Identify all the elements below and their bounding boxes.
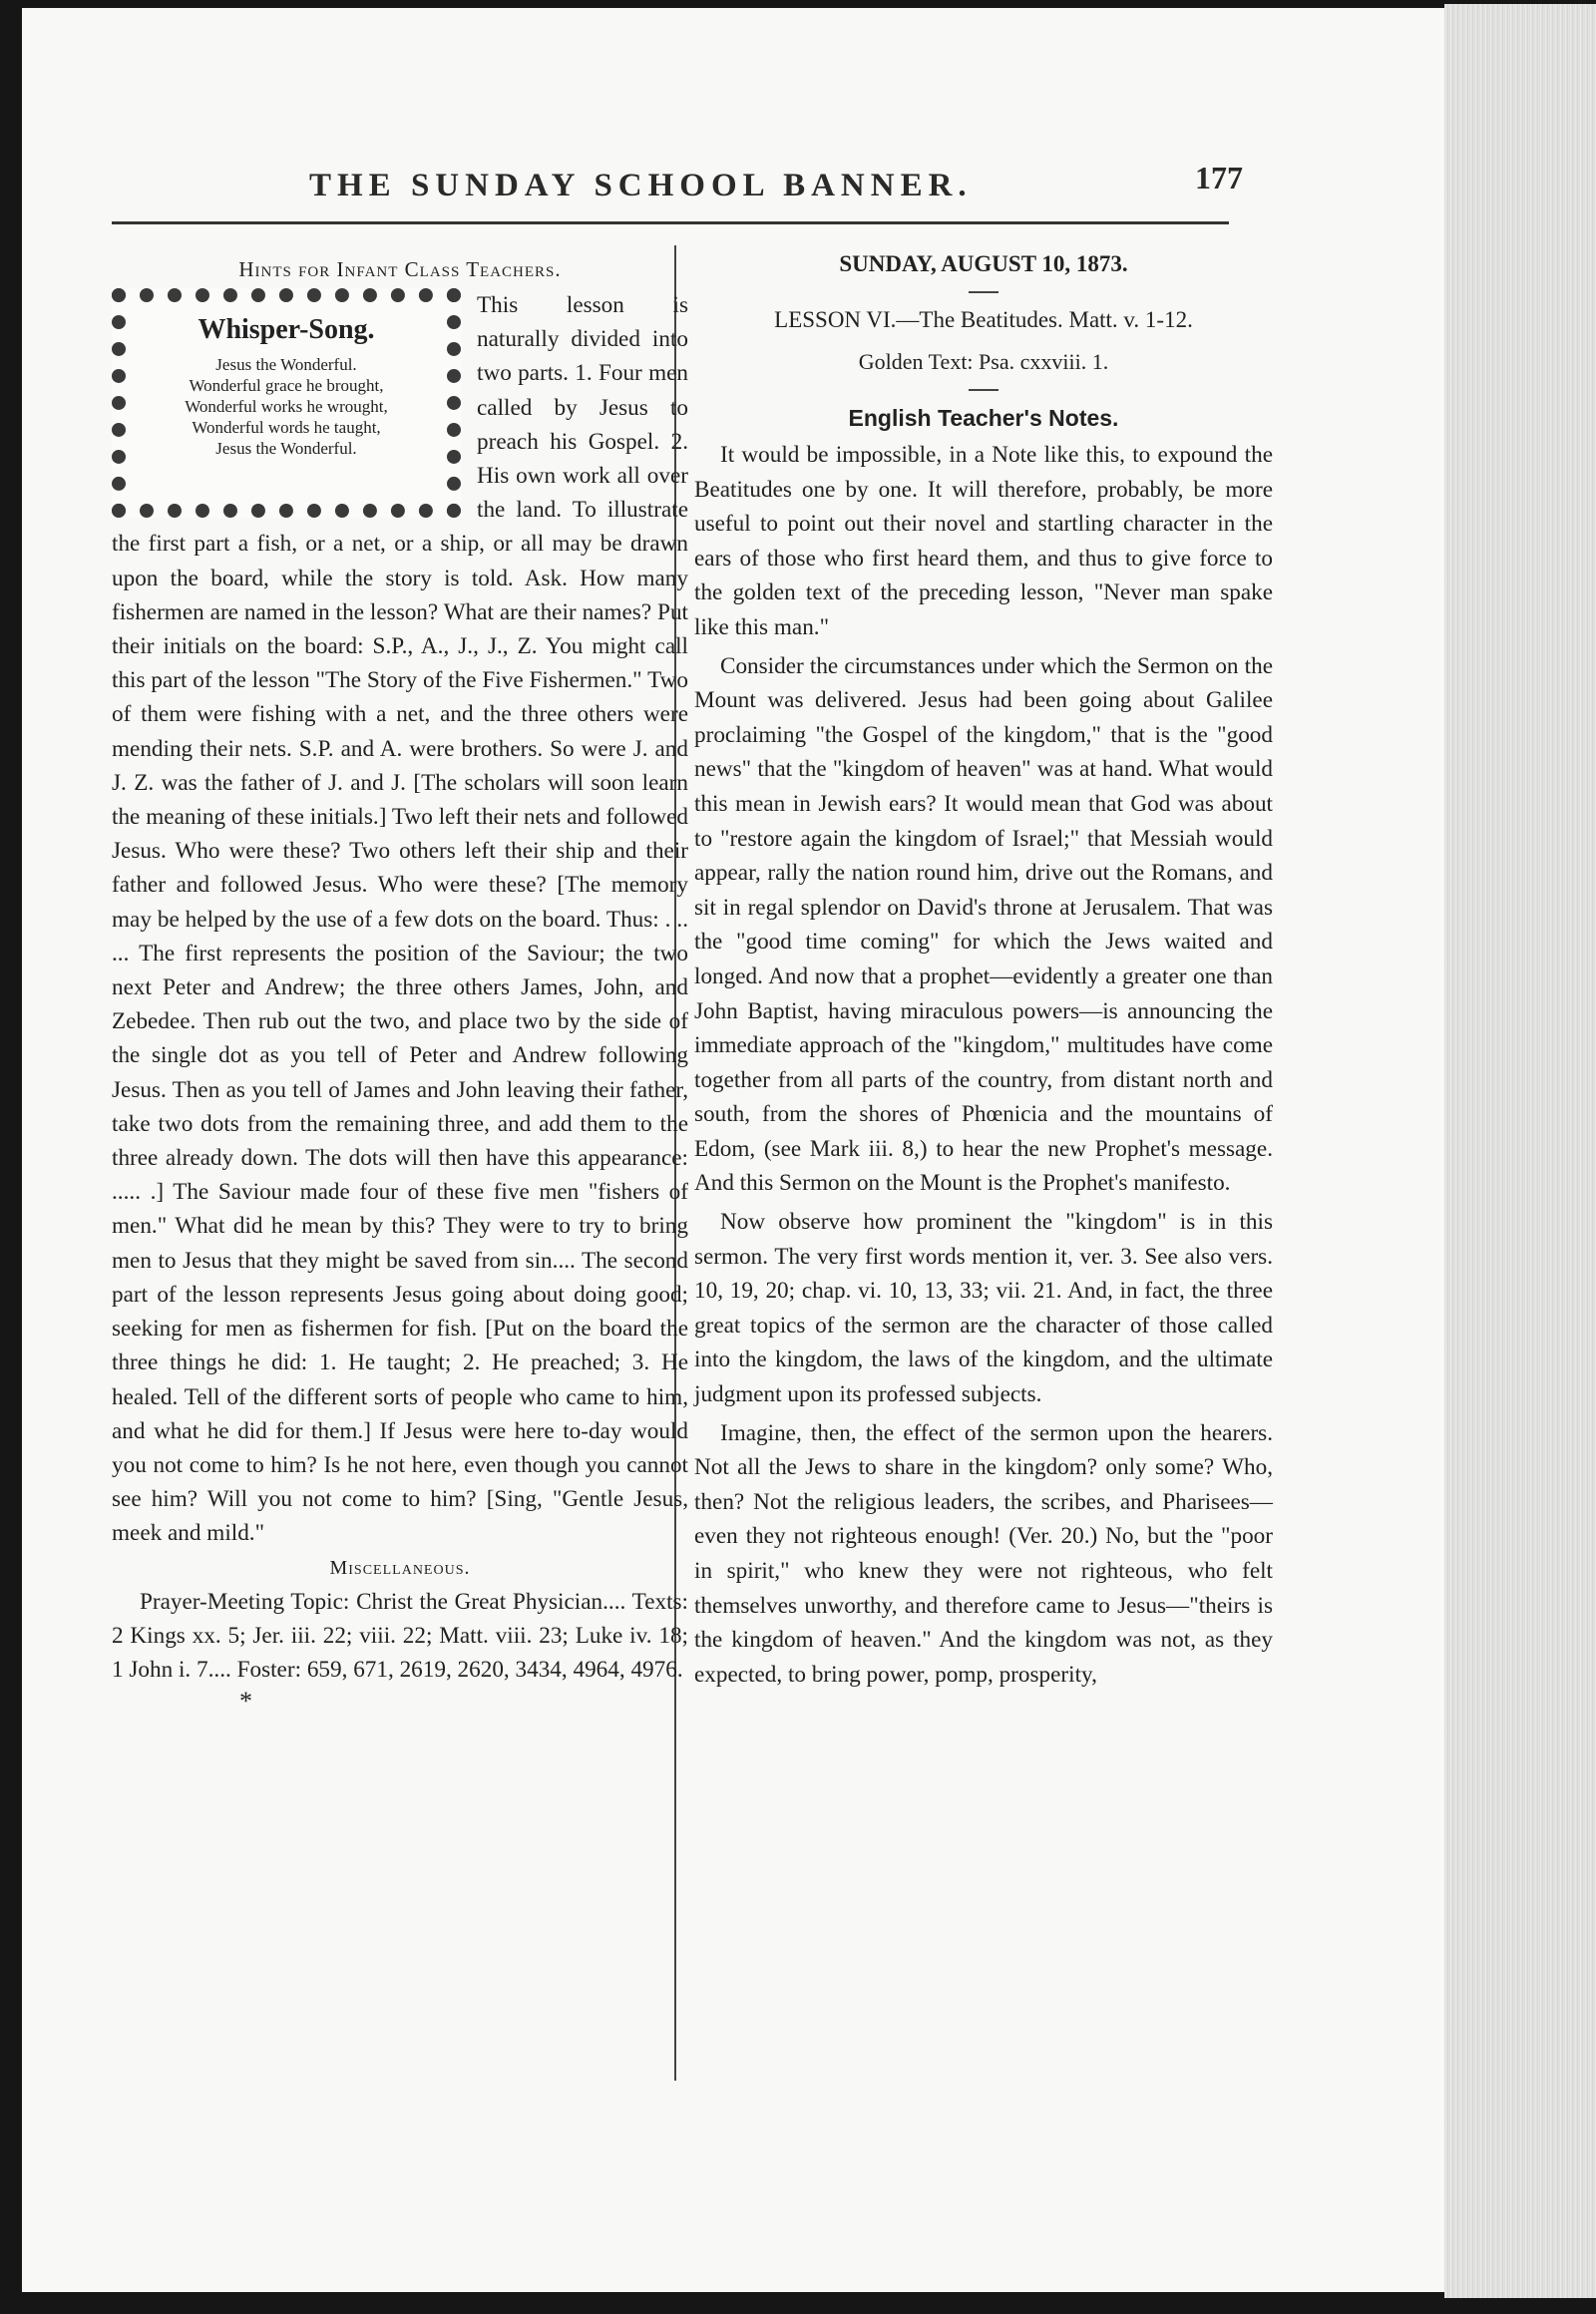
header-rule [112,221,1229,224]
page-edge-stack [1444,4,1596,2298]
miscellaneous-text: Prayer-Meeting Topic: Christ the Great Physician.... Texts: 2 Kings xx. 5; Jer. iii. 22; viii. 22; Matt. viii. 23; Luke iv. 18; 1 John i. 7.... Foster: 659, 671, 2619, 2620, 3434, 4964, 4976. [112,1588,688,1683]
whisper-song-title: Whisper-Song. [198,314,375,345]
whisper-song-line: Wonderful words he taught, [192,418,381,437]
infant-class-heading: Hints for Infant Class Teachers. [238,257,562,281]
notes-paragraph: Imagine, then, the effect of the sermon upon the hearers. Not all the Jews to share in the kingdom? only some? Who, then? Not the religious leaders, the scribes, and Pharisees—even they not righteous enough! (Ver. 20.) No, but the "poor in spirit," who knew they were not righteous, who felt themselves unworthy, and therefore came to Jesus—"theirs is the kingdom of heaven." And the kingdom was not, as they expected, to bring power, pomp, prosperity, [694,1419,1273,1688]
golden-text: Golden Text: Psa. cxxviii. 1. [858,349,1109,374]
running-header-title: THE SUNDAY SCHOOL BANNER. [309,168,973,203]
infant-class-body: This lesson is naturally divided into two parts. 1. Four men called by Jesus to preach his Gospel. 2. His own work all over the land. To illustrate the first part a fish, or a net, or a ship, or all may be drawn upon the board, while the story is told. Ask. How many fishermen are named in the lesson? What are their names? Put their initials on the board: S.P., A., J., J., Z. You might call this part of the lesson "The Story of the Five Fishermen." Two of them were fishing with a net, and the three others were mending their nets. S.P. and A. were brothers. So were J. and J. Z. was the father of J. and J. [The scholars will soon learn the meaning of these initials.] Two left their nets and followed Jesus. Who were these? Two others left their ship and their father and followed Jesus. Who were these? [The memory may be helped by the use of a few dots on the board. Thus: . .. ... The first represents the position of the Saviour; the two next Peter and Andrew; the three others James, John, and Zebedee. Then rub out the two, and place two by the side of the single dot as you tell of Peter and Andrew following Jesus. Then as you tell of James and John leaving their father, take two dots from the remaining three, and add them to the three already down. The dots will then have this appearance: ..... .] The Saviour made four of these five men "fishers of men." What did he mean by this? They were to try to bring men to Jesus that they might be saved from sin.... The second part of the lesson represents Jesus going about doing good; seeking for men as fishermen for fish. [Put on the board the three things he did: 1. He taught; 2. He preached; 3. He healed. Tell of the different sorts of people who came to him, and what he did for them.] If Jesus were here to-day would you not come to him? Is he not here, even though you cannot see him? Will you not come to him? [Sing, "Gentle Jesus, meek and mild." [112,292,688,1547]
page-number: 177 [1195,160,1243,195]
asterisk-mark: * [239,1686,252,1716]
notes-paragraph: Consider the circumstances under which the Sermon on the Mount was delivered. Jesus had been going about Galilee proclaiming "the Gospel of the kingdom," that is the "good news" that the "kingdom of heaven" was at hand. What would this mean in Jewish ears? It would mean that God was about to "restore again the kingdom of Israel;" that Messiah would appear, rally the nation round him, drive out the Romans, and sit in regal splendor on David's throne at Jerusalem. That was the "good time coming" for which the Jews waited and longed. And now that a prophet—evidently a greater one than John Baptist, having miraculous powers—is announcing the immediate approach of the "kingdom," multitudes have come together from all parts of the country, from distant north and south, from the shores of Phœnicia and the mountains of Edom, (see Mark iii. 8,) to hear the new Prophet's message. And this Sermon on the Mount is the Prophet's manifesto. [694,652,1273,1197]
lesson-title: LESSON VI.—The Beatitudes. Matt. v. 1-12. [774,307,1193,332]
short-rule [969,291,998,293]
whisper-song-line: Jesus the Wonderful. [215,439,357,458]
notes-paragraph: It would be impossible, in a Note like this, to expound the Beatitudes one by one. It will therefore, probably, be more useful to point out their novel and startling character in the ears of those who first heard them, and thus to give force to the golden text of the preceding lesson, "Never man spake like this man." [694,442,1273,640]
left-column [112,257,688,1717]
short-rule [969,389,998,391]
notes-paragraph: Now observe how prominent the "kingdom" is in this sermon. The very first words mention it, ver. 3. See also vers. 10, 19, 20; chap. vi. 10, 13, 33; vii. 21. And, in fact, the three great topics of the sermon are the character of those called into the kingdom, the laws of the kingdom, and the ultimate judgment upon its professed subjects. [694,1209,1273,1408]
notes-heading: English Teacher's Notes. [848,405,1119,431]
whisper-song-box [112,288,461,518]
whisper-song-line: Wonderful works he wrought, [185,397,388,416]
whisper-song-line: Jesus the Wonderful. [215,355,357,374]
miscellaneous-heading: Miscellaneous. [329,1556,471,1579]
right-column [694,251,1273,1696]
lesson-date: SUNDAY, AUGUST 10, 1873. [839,251,1128,276]
whisper-song-line: Wonderful grace he brought, [189,376,384,395]
